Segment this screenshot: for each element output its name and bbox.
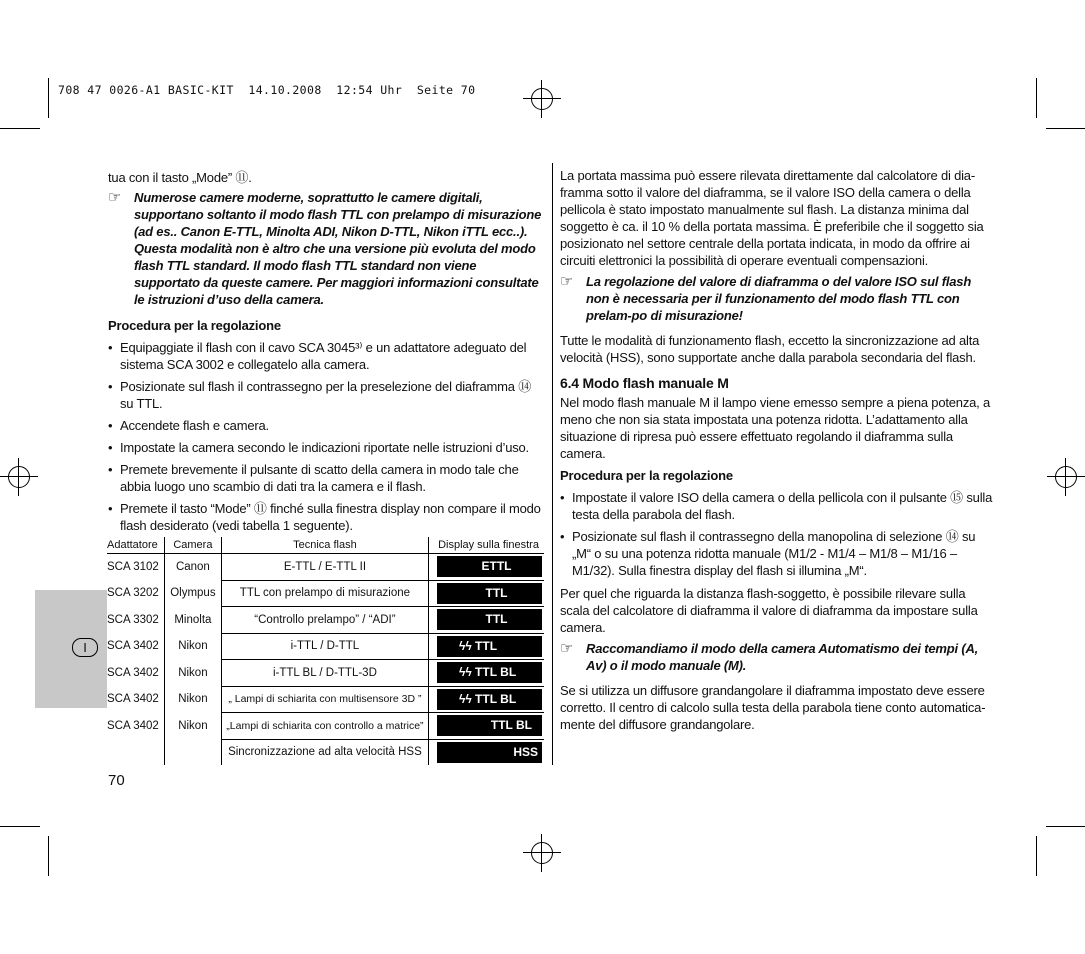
note-block (560, 640, 997, 674)
table-row (107, 686, 544, 713)
crop-mark (48, 836, 49, 876)
cell-adapter: SCA 3402 (107, 719, 159, 732)
column-header: Camera (164, 537, 221, 554)
table-header-row (107, 537, 544, 554)
display-badge: HSS (437, 742, 542, 763)
cell-display (429, 607, 544, 634)
print-slug: 708 47 0026-A1 BASIC-KIT 14.10.2008 12:54 Uhr Seite 70 (58, 83, 476, 97)
display-badge: TTL BL (437, 715, 542, 736)
cell-display (429, 739, 544, 765)
cell-adapter: SCA 3202 (107, 587, 159, 600)
paragraph: Nel modo flash manuale M il lampo viene emesso sempre a piena potenza, a meno che non sia stata impostata una potenza ridotta. L’adattamento alla situazione di ripresa può essere effettuato regolando il diaframma sulla camera. (560, 395, 991, 461)
intro-line: tua con il tasto „Mode” ⑪. (108, 170, 252, 185)
registration-mark-icon (523, 834, 561, 872)
cell-adapter (107, 739, 164, 765)
display-badge: ϟϟ TTL BL (437, 662, 542, 683)
column-header: Adattatore (107, 537, 164, 554)
crop-mark (1046, 826, 1085, 827)
cell-technique: i-TTL BL / D-TTL-3D (221, 660, 428, 687)
note-block (108, 189, 545, 308)
cell-technique: i-TTL / D-TTL (221, 633, 428, 660)
section-title: 6.4 Modo flash manuale M (560, 375, 729, 391)
table-row (107, 580, 544, 607)
cell-technique: TTL con prelampo di misurazione (221, 580, 428, 607)
crop-mark (0, 826, 40, 827)
crop-mark (48, 78, 49, 118)
table-row (107, 607, 544, 634)
cell-camera: Canon (164, 554, 221, 581)
page-number: 70 (108, 772, 125, 789)
cell-adapter: SCA 3402 (107, 640, 159, 653)
paragraph: Se si utilizza un diffusore grandangolare il diaframma impostato deve essere corretto. Il centro di calcolo sulla testa della parabola tiene conto automatica-mente del diffusore grandangolare. (560, 683, 986, 732)
cell-camera: Nikon (164, 713, 221, 740)
language-tab (35, 590, 107, 708)
cell-camera: Nikon (164, 660, 221, 687)
list-item: • Posizionate sul flash il contrassegno della manopolina di selezione ⑭ su „M“ o su una potenza ridotta manuale (M1/2 - M1/4 – M1/8 – M1/16 – M1/32). Sulla finestra display del flash si illumina „M“. (560, 528, 997, 579)
list-item: • Impostate la camera secondo le indicazioni riportate nelle istruzioni d’uso. (108, 439, 545, 456)
paragraph: Per quel che riguarda la distanza flash-soggetto, è possibile rilevare sulla scala del calcolatore di diaframma il valore di diaframma da impostare sulla camera. (560, 586, 978, 635)
table-row (107, 554, 544, 581)
cell-display (429, 686, 544, 713)
subheading: Procedura per la regolazione (560, 468, 733, 483)
display-badge: ϟϟ TTL BL (437, 689, 542, 710)
left-column (108, 169, 545, 534)
cell-technique: E-TTL / E-TTL II (221, 554, 428, 581)
language-letter: I (72, 638, 98, 657)
table-row (107, 713, 544, 740)
column-header: Display sulla finestra (429, 537, 544, 554)
table-row (107, 660, 544, 687)
cell-camera: Minolta (164, 607, 221, 634)
registration-mark-icon (1047, 458, 1085, 496)
list-item: • Impostate il valore ISO della camera o della pellicola con il pulsante ⑮ sulla testa della parabola del flash. (560, 489, 997, 523)
cell-technique: „Lampi di schiarita con controllo a matrice” (221, 713, 428, 740)
registration-mark-icon (523, 80, 561, 118)
paragraph: Tutte le modalità di funzionamento flash, eccetto la sincronizzazione ad alta velocità (HSS), sono supportate anche dalla parabola secondaria del flash. (560, 333, 980, 365)
cell-adapter: SCA 3402 (107, 693, 159, 706)
cell-display (429, 633, 544, 660)
list-item: • Posizionate sul flash il contrassegno per la preselezione del diaframma ⑭ su TTL. (108, 378, 545, 412)
flash-mode-table (107, 537, 544, 765)
pointing-hand-icon: ☞ (560, 640, 574, 657)
cell-technique: Sincronizzazione ad alta velocità HSS (221, 739, 428, 765)
cell-camera: Nikon (164, 686, 221, 713)
cell-adapter: SCA 3302 (107, 613, 159, 626)
note-text: La regolazione del valore di diaframma o del valore ISO sul flash non è necessaria per il funzionamento del modo flash TTL con prelam-po di misurazione! (586, 274, 972, 323)
cell-display (429, 554, 544, 581)
cell-adapter: SCA 3102 (107, 561, 159, 573)
cell-technique: “Controllo prelampo” / “ADI” (221, 607, 428, 634)
note-block (560, 273, 997, 324)
cell-adapter: SCA 3402 (107, 666, 159, 679)
cell-technique: „ Lampi di schiarita con multisensore 3D ” (221, 686, 428, 713)
paragraph: La portata massima può essere rilevata direttamente dal calcolatore di dia-framma sotto il valore del diaframma, se il valore ISO della camera o della pellicola è stato impostato manualmente sul flash. La distanza minima dal soggetto è ca. il 10 % della portata massima. È preferibile che il soggetto sia posizionato nel settore centrale della portata indicata, in modo da offrire ai circuiti elettronici la possibilità di operare eventuali compensazioni. (560, 168, 984, 268)
display-badge: TTL (437, 609, 542, 630)
table-row (107, 633, 544, 660)
pointing-hand-icon: ☞ (108, 189, 122, 206)
cell-display (429, 580, 544, 607)
crop-mark (0, 128, 40, 129)
list-item: • Premete il tasto “Mode” ⑪ finché sulla finestra display non compare il modo flash desiderato (vedi tabella 1 seguente). (108, 500, 545, 534)
list-item: • Accendete flash e camera. (108, 417, 545, 434)
crop-mark (1046, 128, 1085, 129)
note-text: Raccomandiamo il modo della camera Automatismo dei tempi (A, Av) o il modo manuale (M). (586, 641, 979, 673)
display-badge: ETTL (437, 556, 542, 577)
table-row (107, 739, 544, 765)
display-badge: TTL (437, 583, 542, 604)
cell-display (429, 713, 544, 740)
cell-camera (164, 739, 221, 765)
list-item: • Premete brevemente il pulsante di scatto della camera in modo tale che abbia luogo uno scambio di dati tra la camera e il flash. (108, 461, 545, 495)
crop-mark (1036, 836, 1037, 876)
pointing-hand-icon: ☞ (560, 273, 574, 290)
list-item: • Equipaggiate il flash con il cavo SCA 3045³⁾ e un adattatore adeguato del sistema SCA 3002 e collegatelo alla camera. (108, 339, 545, 373)
column-header: Tecnica flash (221, 537, 428, 554)
note-text: Numerose camere moderne, soprattutto le camere digitali, supportano soltanto il modo flash TTL con prelampo di misurazione (ad es.. Canon E-TTL, Minolta ADI, Nikon D-TTL, Nikon iTTL ecc..). Questa modalità non è altro che una versione più evoluta del modo flash TTL standard. Il modo flash TTL standard non viene supportato da queste camere. Per maggiori informazioni consultate le istruzioni d’uso della camera. (134, 190, 542, 307)
subheading: Procedura per la regolazione (108, 318, 281, 333)
crop-mark (1036, 78, 1037, 118)
column-divider (552, 163, 553, 765)
registration-mark-icon (0, 458, 38, 496)
cell-camera: Olympus (164, 580, 221, 607)
cell-display (429, 660, 544, 687)
display-badge: ϟϟ TTL (437, 636, 542, 657)
cell-camera: Nikon (164, 633, 221, 660)
right-column (560, 167, 997, 733)
